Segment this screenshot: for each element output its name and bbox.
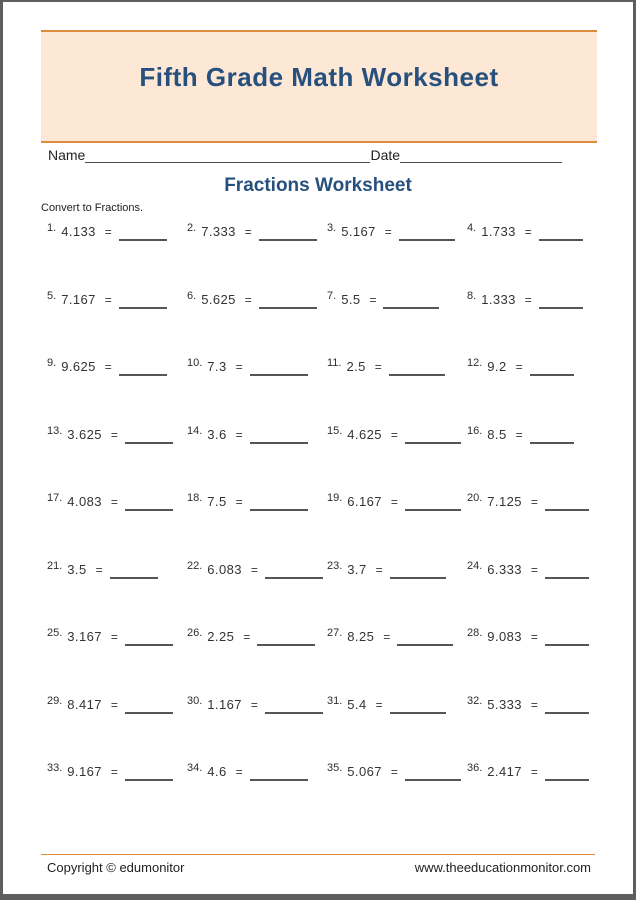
problem-number: 34.	[187, 762, 203, 774]
problem-item	[183, 492, 323, 560]
equals-sign: =	[530, 562, 538, 577]
answer-blank-line	[530, 442, 574, 444]
problem-number: 21.	[47, 559, 63, 572]
problem-number: 10.	[187, 357, 203, 369]
problem-number: 36.	[467, 762, 483, 774]
problem-item	[463, 695, 603, 763]
answer-blank-line	[390, 577, 446, 579]
problem-number: 30.	[187, 694, 203, 707]
problem-value: 3.6	[207, 426, 227, 442]
problem-item	[43, 560, 183, 628]
problem-item	[323, 560, 463, 628]
answer-blank-line	[250, 509, 308, 511]
problem-item	[183, 762, 323, 830]
equals-sign: =	[104, 360, 112, 374]
problem-item	[463, 222, 603, 290]
header-band	[41, 30, 597, 143]
answer-blank-line	[250, 779, 308, 781]
problem-item	[43, 425, 183, 493]
equals-sign: =	[244, 292, 252, 307]
problem-number: 22.	[187, 559, 203, 572]
problem-value: 5.5	[341, 291, 361, 307]
problem-value: 7.125	[487, 494, 522, 509]
answer-blank-line	[265, 577, 323, 579]
answer-blank-line	[119, 307, 167, 309]
equals-sign: =	[110, 765, 118, 779]
answer-blank-line	[545, 712, 589, 714]
problem-value: 6.333	[487, 561, 522, 577]
equals-sign: =	[95, 562, 103, 577]
answer-blank-line	[405, 779, 461, 781]
problem-item	[183, 425, 323, 493]
equals-sign: =	[374, 360, 382, 374]
problem-value: 3.167	[67, 629, 102, 644]
answer-blank-line	[259, 239, 317, 241]
problem-item	[323, 290, 463, 358]
equals-sign: =	[524, 292, 532, 307]
footer-row	[41, 855, 595, 875]
problem-value: 7.5	[207, 494, 227, 509]
problem-number: 1.	[47, 222, 57, 234]
equals-sign: =	[530, 697, 538, 712]
equals-sign: =	[515, 360, 523, 374]
problem-value: 9.625	[61, 359, 96, 374]
equals-sign: =	[390, 427, 398, 442]
problem-item	[43, 290, 183, 358]
problem-value: 3.625	[67, 426, 102, 442]
problem-number: 15.	[327, 424, 343, 437]
problem-number: 18.	[187, 492, 203, 504]
equals-sign: =	[110, 697, 118, 712]
date-label: Date	[370, 147, 401, 163]
answer-blank-line	[250, 442, 308, 444]
equals-sign: =	[250, 697, 258, 712]
equals-sign: =	[110, 427, 118, 442]
answer-blank-line	[125, 509, 173, 511]
equals-sign: =	[390, 765, 398, 779]
problem-value: 2.5	[346, 359, 366, 374]
equals-sign: =	[110, 630, 118, 644]
problem-item	[183, 627, 323, 695]
problem-value: 4.6	[207, 764, 227, 779]
problem-value: 6.167	[347, 494, 382, 509]
equals-sign: =	[104, 292, 112, 307]
answer-blank-line	[125, 644, 173, 646]
problem-number: 17.	[47, 492, 63, 504]
problem-item	[463, 357, 603, 425]
equals-sign: =	[243, 630, 251, 644]
answer-blank-line	[539, 307, 583, 309]
answer-blank-line	[265, 712, 323, 714]
equals-sign: =	[515, 427, 523, 442]
name-label: Name	[48, 147, 86, 163]
problem-item	[463, 425, 603, 493]
problem-item	[323, 492, 463, 560]
answer-blank-line	[545, 644, 589, 646]
equals-sign: =	[384, 225, 392, 239]
answer-blank-line	[390, 712, 446, 714]
problem-value: 5.333	[487, 696, 522, 712]
answer-blank-line	[539, 239, 583, 241]
problem-number: 32.	[467, 694, 483, 707]
problem-value: 7.3	[207, 359, 227, 374]
equals-sign: =	[375, 697, 383, 712]
problem-number: 16.	[467, 424, 483, 437]
equals-sign: =	[390, 495, 398, 509]
answer-blank-line	[389, 374, 445, 376]
equals-sign: =	[524, 225, 532, 239]
date-blank-line	[400, 147, 562, 163]
problem-item	[463, 290, 603, 358]
equals-sign: =	[250, 562, 258, 577]
equals-sign: =	[235, 427, 243, 442]
answer-blank-line	[545, 779, 589, 781]
answer-blank-line	[399, 239, 455, 241]
answer-blank-line	[125, 779, 173, 781]
problem-item	[463, 762, 603, 830]
problem-number: 14.	[187, 424, 203, 437]
problem-value: 9.2	[487, 359, 507, 374]
problem-value: 8.417	[67, 696, 102, 712]
problem-item	[183, 357, 323, 425]
answer-blank-line	[257, 644, 315, 646]
problem-value: 5.625	[201, 291, 236, 307]
problem-value: 1.733	[481, 224, 516, 239]
problem-number: 19.	[327, 492, 343, 504]
problem-number: 12.	[467, 357, 483, 369]
problem-number: 27.	[327, 627, 343, 639]
answer-blank-line	[125, 712, 173, 714]
footer-divider	[41, 854, 595, 875]
equals-sign: =	[235, 495, 243, 509]
problem-number: 29.	[47, 694, 63, 707]
answer-blank-line	[383, 307, 439, 309]
problem-value: 3.7	[347, 561, 367, 577]
problem-value: 3.5	[67, 561, 87, 577]
copyright-text: Copyright © edumonitor	[47, 860, 185, 875]
equals-sign: =	[104, 225, 112, 239]
problems-grid	[43, 222, 603, 830]
answer-blank-line	[110, 577, 158, 579]
problem-value: 4.625	[347, 426, 382, 442]
problem-item	[183, 222, 323, 290]
problem-item	[43, 627, 183, 695]
problem-number: 26.	[187, 627, 203, 639]
problem-value: 5.167	[341, 224, 376, 239]
problem-item	[323, 222, 463, 290]
problem-value: 2.25	[207, 629, 235, 644]
problem-item	[183, 695, 323, 763]
answer-blank-line	[397, 644, 453, 646]
problem-number: 2.	[187, 222, 197, 234]
problem-number: 35.	[327, 762, 343, 774]
problem-value: 1.333	[481, 291, 516, 307]
instructions-text: Convert to Fractions.	[41, 202, 144, 214]
problem-item	[43, 695, 183, 763]
equals-sign: =	[530, 765, 538, 779]
problem-value: 4.133	[61, 224, 96, 239]
problem-number: 7.	[327, 289, 337, 302]
problem-value: 7.167	[61, 291, 96, 307]
problem-number: 20.	[467, 492, 483, 504]
problem-number: 5.	[47, 289, 57, 302]
problem-item	[43, 492, 183, 560]
equals-sign: =	[110, 495, 118, 509]
answer-blank-line	[405, 509, 461, 511]
name-date-row	[48, 147, 562, 163]
problem-number: 8.	[467, 289, 477, 302]
problem-item	[43, 357, 183, 425]
answer-blank-line	[259, 307, 317, 309]
problem-item	[463, 560, 603, 628]
problem-number: 25.	[47, 627, 63, 639]
problem-value: 2.417	[487, 764, 522, 779]
worksheet-title: Fractions Worksheet	[224, 175, 412, 196]
problem-number: 13.	[47, 424, 63, 437]
equals-sign: =	[375, 562, 383, 577]
answer-blank-line	[545, 577, 589, 579]
problem-item	[183, 290, 323, 358]
problem-item	[43, 762, 183, 830]
problem-value: 9.167	[67, 764, 102, 779]
problem-number: 11.	[327, 357, 342, 369]
problem-value: 5.067	[347, 764, 382, 779]
website-text: www.theeducationmonitor.com	[414, 860, 591, 875]
problem-value: 8.25	[347, 629, 375, 644]
problem-item	[323, 425, 463, 493]
problem-number: 24.	[467, 559, 483, 572]
answer-blank-line	[250, 374, 308, 376]
problem-item	[323, 627, 463, 695]
problem-number: 6.	[187, 289, 197, 302]
answer-blank-line	[125, 442, 173, 444]
equals-sign: =	[530, 495, 538, 509]
problem-item	[323, 357, 463, 425]
equals-sign: =	[235, 360, 243, 374]
problem-value: 1.167	[207, 696, 242, 712]
problem-number: 28.	[467, 627, 483, 639]
problem-number: 23.	[327, 559, 343, 572]
problem-value: 5.4	[347, 696, 367, 712]
problem-item	[43, 222, 183, 290]
answer-blank-line	[530, 374, 574, 376]
answer-blank-line	[405, 442, 461, 444]
problem-value: 4.083	[67, 494, 102, 509]
problem-value: 9.083	[487, 629, 522, 644]
answer-blank-line	[545, 509, 589, 511]
problem-number: 3.	[327, 222, 337, 234]
problem-number: 4.	[467, 222, 477, 234]
equals-sign: =	[244, 225, 252, 239]
answer-blank-line	[119, 374, 167, 376]
problem-item	[183, 560, 323, 628]
page-title: Fifth Grade Math Worksheet	[139, 62, 499, 92]
problem-item	[463, 627, 603, 695]
name-blank-line	[85, 147, 370, 163]
problem-item	[323, 762, 463, 830]
problem-value: 8.5	[487, 426, 507, 442]
equals-sign: =	[530, 630, 538, 644]
problem-value: 7.333	[201, 224, 236, 239]
equals-sign: =	[235, 765, 243, 779]
problem-number: 9.	[47, 357, 57, 369]
problem-item	[463, 492, 603, 560]
equals-sign: =	[383, 630, 391, 644]
problem-number: 33.	[47, 762, 63, 774]
problem-value: 6.083	[207, 561, 242, 577]
equals-sign: =	[369, 292, 377, 307]
problem-item	[323, 695, 463, 763]
answer-blank-line	[119, 239, 167, 241]
problem-number: 31.	[327, 694, 343, 707]
